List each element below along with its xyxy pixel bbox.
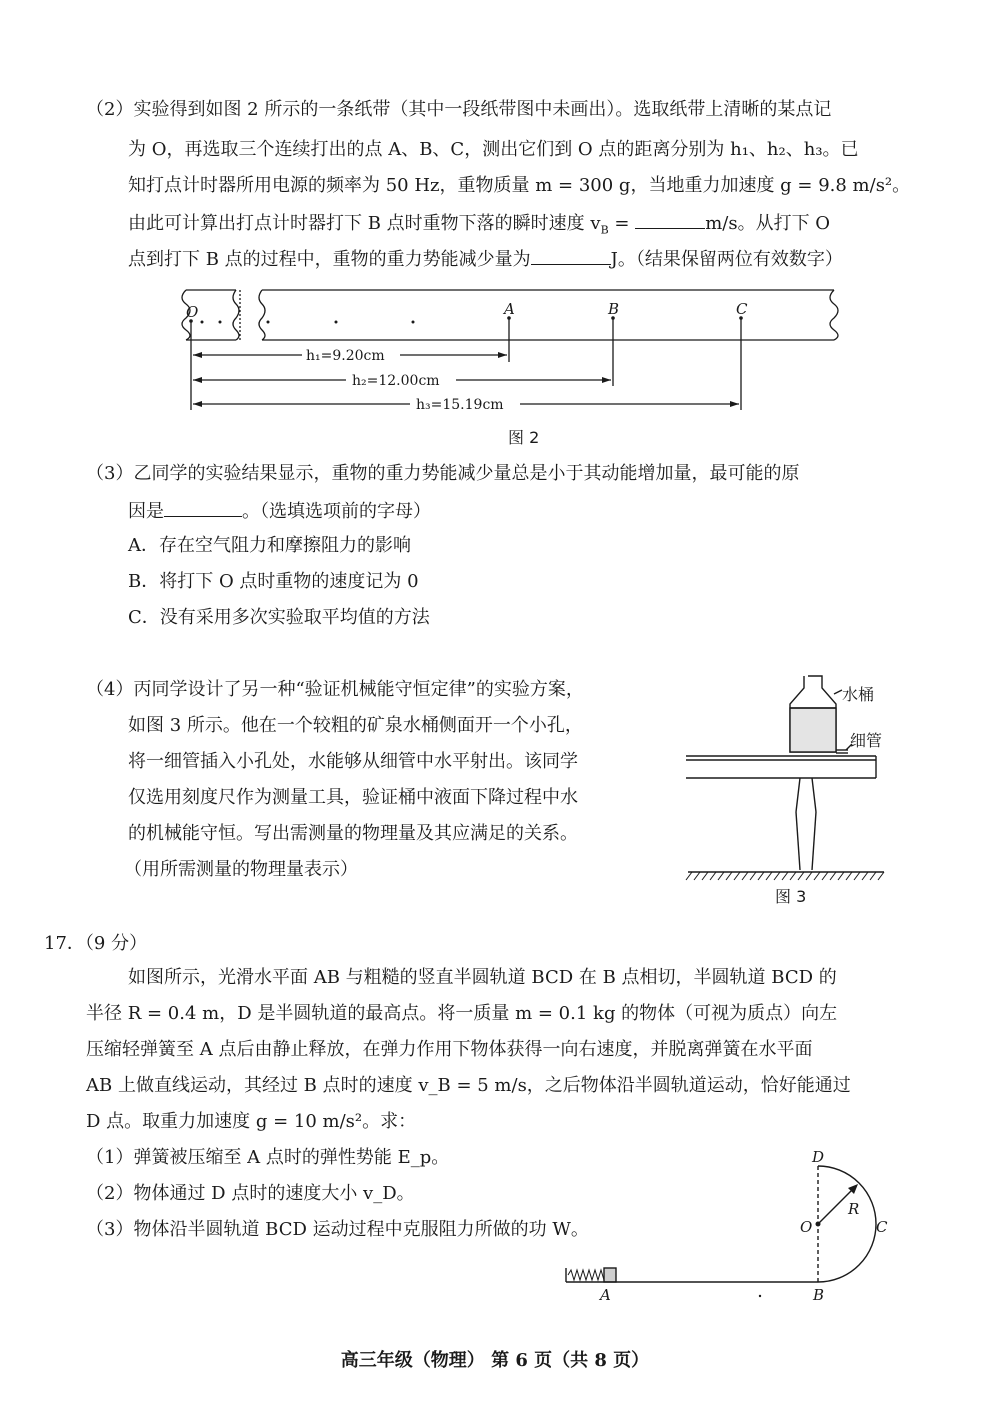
q16-3-line1: （3）乙同学的实验结果显示，重物的重力势能减少量总是小于其动能增加量，最可能的原 (86, 463, 800, 484)
tape-point-b: B (608, 300, 620, 318)
track-label-r: R (848, 1200, 860, 1218)
q17-sub1: （1）弹簧被压缩至 A 点时的弹性势能 E_p。 (86, 1147, 450, 1168)
dim-h2: h₂=12.00cm (352, 373, 440, 389)
q16-4-line3: 将一细管插入小孔处，水能够从细管中水平射出。该同学 (128, 751, 578, 772)
q16-2-line1: （2）实验得到如图 2 所示的一条纸带（其中一段纸带图中未画出）。选取纸带上清晰的某点记 (86, 99, 832, 120)
q16-4-line2: 如图 3 所示。他在一个较粗的矿泉水桶侧面开一个小孔， (128, 715, 583, 736)
q17-header: 17．（9 分） (44, 933, 148, 954)
q17-line5: D 点。取重力加速度 g = 10 m/s²。求： (86, 1111, 417, 1132)
q16-2-line2: 为 O，再选取三个连续打出的点 A、B、C，测出它们到 O 点的距离分别为 h₁、h₂、h₃。已 (128, 139, 859, 160)
q17-sub3: （3）物体沿半圆轨道 BCD 运动过程中克服阻力所做的功 W。 (86, 1219, 589, 1240)
figure-3-caption: 图 3 (775, 887, 807, 906)
page-footer: 高三年级（物理） 第 6 页（共 8 页） (340, 1350, 650, 1371)
track-label-o: O (800, 1218, 813, 1236)
q16-2-line5-text: 点到打下 B 点的过程中，重物的重力势能减少量为 (128, 249, 531, 270)
q16-2-line3: 知打点计时器所用电源的频率为 50 Hz，重物质量 m = 300 g，当地重力加速度 g = 9.8 m/s²。 (128, 175, 911, 196)
figure-2-caption: 图 2 (508, 428, 540, 447)
q16-3-line2-text: 因是 (128, 501, 164, 522)
option-b: B．将打下 O 点时重物的速度记为 0 (128, 571, 419, 592)
track-label-c: C (876, 1218, 888, 1236)
q16-2-line5-end: J。（结果保留两位有效数字） (610, 249, 843, 270)
q16-2-subscript: B (600, 223, 609, 237)
dim-h1: h₁=9.20cm (306, 348, 385, 364)
track-label-a: A (600, 1286, 611, 1304)
tape-point-c: C (736, 300, 748, 318)
q16-4-line1: （4）丙同学设计了另一种“验证机械能守恒定律”的实验方案， (86, 679, 584, 700)
label-bucket: 水桶 (842, 685, 875, 704)
q17-line2: 半径 R = 0.4 m，D 是半圆轨道的最高点。将一质量 m = 0.1 kg 的物体（可视为质点）向左 (86, 1003, 838, 1024)
tape-point-a: A (504, 300, 515, 318)
q17-line1: 如图所示，光滑水平面 AB 与粗糙的竖直半圆轨道 BCD 在 B 点相切，半圆轨道 BCD 的 (128, 967, 837, 988)
q16-4-line6: （用所需测量的物理量表示） (124, 859, 358, 880)
q17-sub2: （2）物体通过 D 点时的速度大小 v_D。 (86, 1183, 415, 1204)
q16-2-line4-eq: = (608, 213, 630, 234)
label-tube: 细管 (850, 731, 883, 750)
q16-4-line5: 的机械能守恒。写出需测量的物理量及其应满足的关系。 (128, 823, 578, 844)
track-label-d: D (812, 1148, 825, 1166)
q16-4-line4: 仅选用刻度尺作为测量工具，验证桶中液面下降过程中水 (128, 787, 578, 808)
track-label-b: B (813, 1286, 825, 1304)
tape-point-o: O (186, 303, 199, 321)
q16-2-line4-text: 由此可计算出打点计时器打下 B 点时重物下落的瞬时速度 v (128, 213, 601, 234)
q17-line3: 压缩轻弹簧至 A 点后由静止释放，在弹力作用下物体获得一向右速度，并脱离弹簧在水平面 (86, 1039, 813, 1060)
q16-2-line4-unit: m/s。从打下 O (705, 213, 831, 234)
q16-3-line2-end: 。（选填选项前的字母） (242, 501, 431, 522)
q17-line4: AB 上做直线运动，其经过 B 点时的速度 v_B = 5 m/s，之后物体沿半圆轨道运动，恰好能通过 (86, 1075, 851, 1096)
dim-h3: h₃=15.19cm (416, 397, 504, 413)
option-c: C．没有采用多次实验取平均值的方法 (128, 607, 430, 628)
option-a: A．存在空气阻力和摩擦阻力的影响 (128, 535, 411, 556)
